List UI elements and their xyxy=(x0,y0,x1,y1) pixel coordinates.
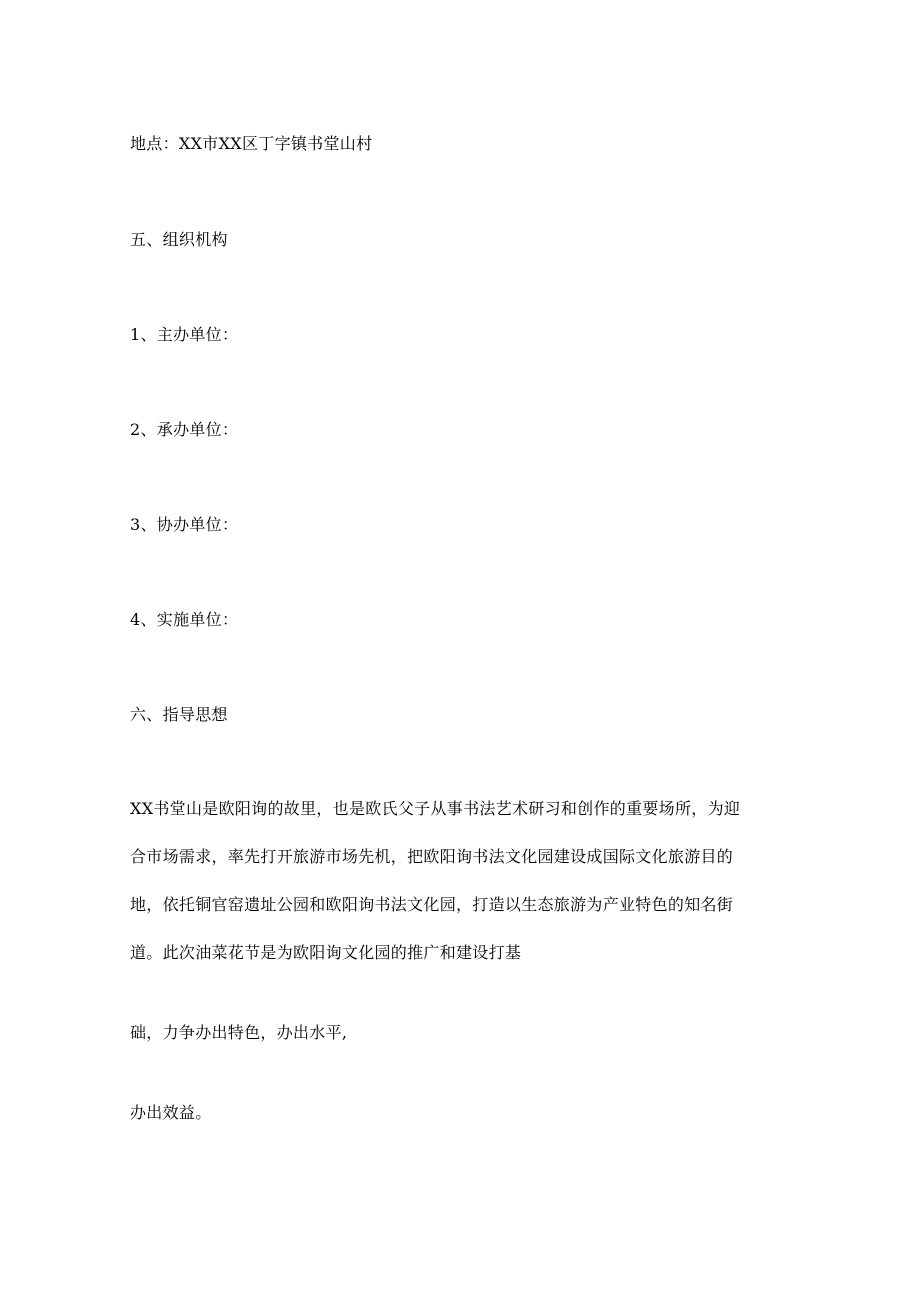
org-item-implementer: 4、实施单位： xyxy=(130,610,239,629)
org-item-host: 1、主办单位： xyxy=(130,325,239,344)
paragraph-line: 地，依托铜官窑遗址公园和欧阳询书法文化园，打造以生态旅游为产业特色的知名街 xyxy=(130,895,734,914)
section-heading-organization: 五、组织机构 xyxy=(130,230,228,249)
org-item-organizer: 2、承办单位： xyxy=(130,420,239,439)
paragraph-line: 础，力争办出特色，办出水平, xyxy=(130,1023,348,1042)
org-item-co-organizer: 3、协办单位： xyxy=(130,515,239,534)
paragraph-line: XX书堂山是欧阳询的故里，也是欧氏父子从事书法艺术研习和创作的重要场所，为迎 xyxy=(130,799,741,818)
location-line: 地点：XX市XX区丁字镇书堂山村 xyxy=(130,134,373,153)
paragraph-line: 道。此次油菜花节是为欧阳询文化园的推广和建设打基 xyxy=(130,943,522,962)
paragraph-line: 办出效益。 xyxy=(130,1103,212,1122)
paragraph-line: 合市场需求，率先打开旅游市场先机，把欧阳询书法文化园建设成国际文化旅游目的 xyxy=(130,847,734,866)
section-heading-guiding-ideology: 六、指导思想 xyxy=(130,705,228,724)
